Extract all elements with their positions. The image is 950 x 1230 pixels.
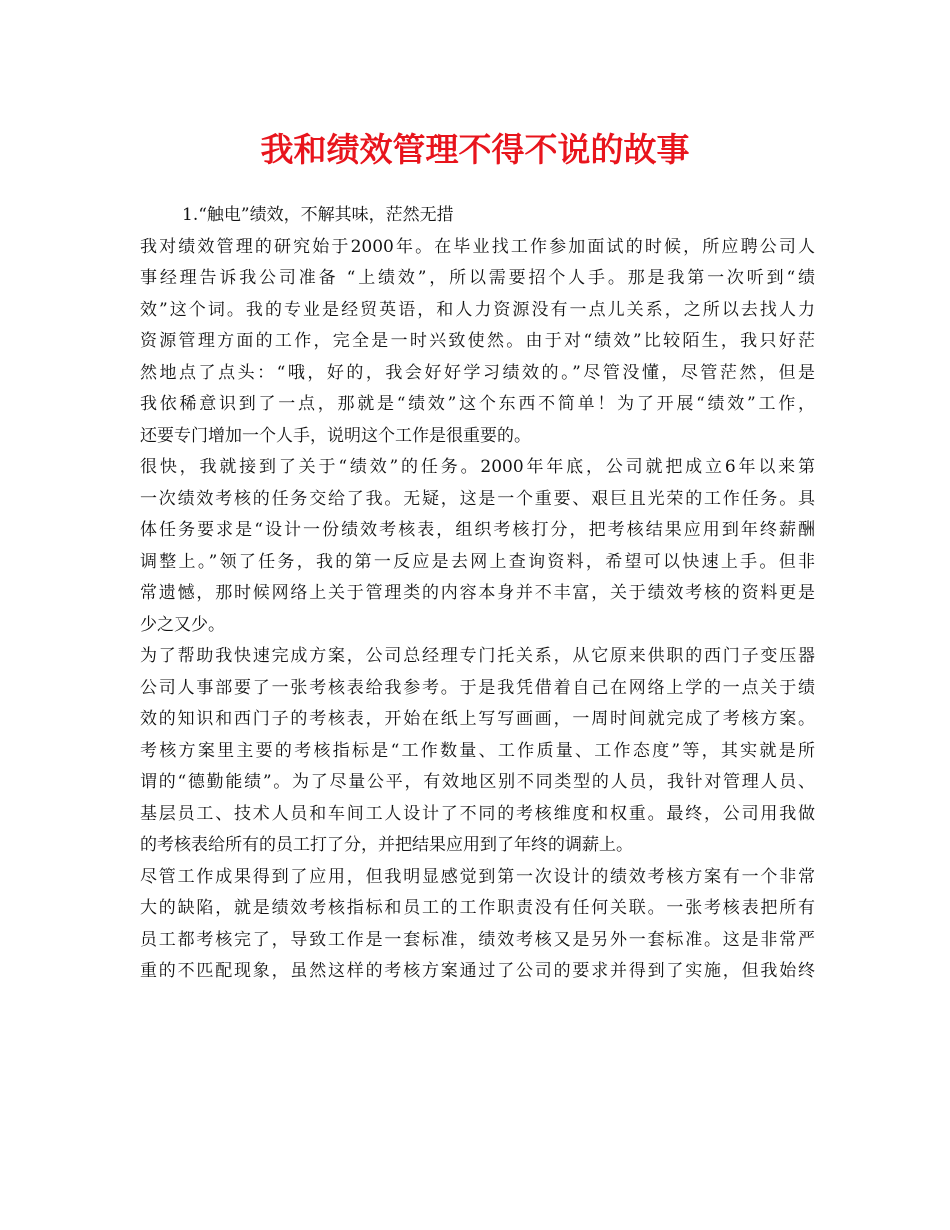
text-line: 少之又少。 bbox=[140, 614, 225, 635]
paragraph-3 bbox=[140, 641, 815, 862]
text-line: 常遗憾，那时候网络上关于管理类的内容本身并不丰富，关于绩效考核的资料更是 bbox=[140, 583, 815, 603]
text-line: 大的缺陷，就是绩效考核指标和员工的工作职责没有任何关联。一张考核表把所有 bbox=[140, 898, 815, 918]
text-line: 很快，我就接到了关于“绩效”的任务。2000年年底，公司就把成立6年以来第 bbox=[140, 457, 815, 477]
text-line: 员工都考核完了，导致工作是一套标准，绩效考核又是另外一套标准。这是非常严 bbox=[140, 929, 815, 950]
text-line: 公司人事部要了一张考核表给我参考。于是我凭借着自己在网络上学的一点关于绩 bbox=[140, 677, 815, 698]
text-line: 的考核表给所有的员工打了分，并把结果应用到了年终的调薪上。 bbox=[140, 835, 633, 855]
text-line: 考核方案里主要的考核指标是“工作数量、工作质量、工作态度”等，其实就是所 bbox=[140, 740, 815, 761]
text-line: 效”这个词。我的专业是经贸英语，和人力资源没有一点儿关系，之所以去找人力 bbox=[140, 299, 815, 320]
text-line: 还要专门增加一个人手，说明这个工作是很重要的。 bbox=[140, 425, 531, 446]
text-line: 事经理告诉我公司准备 “上绩效”，所以需要招个人手。那是我第一次听到“绩 bbox=[140, 268, 815, 288]
text-line: 我对绩效管理的研究始于2000年。在毕业找工作参加面试的时候，所应聘公司人 bbox=[140, 236, 815, 257]
text-line: 调整上。”领了任务，我的第一反应是去网上查询资料，希望可以快速上手。但非 bbox=[140, 551, 815, 572]
text-line: 资源管理方面的工作，完全是一时兴致使然。由于对“绩效”比较陌生，我只好茫 bbox=[140, 331, 815, 351]
text-line: 基层员工、技术人员和车间工人设计了不同的考核维度和权重。最终，公司用我做 bbox=[140, 803, 815, 824]
paragraph-2 bbox=[140, 452, 815, 641]
section-heading: 1.“触电”绩效，不解其味，茫然无措 bbox=[182, 205, 454, 225]
text-line: 我依稀意识到了一点，那就是“绩效”这个东西不简单！为了开展“绩效”工作， bbox=[140, 394, 815, 414]
text-line: 谓的“德勤能绩”。为了尽量公平，有效地区别不同类型的人员，我针对管理人员、 bbox=[140, 772, 815, 792]
document-title: 我和绩效管理不得不说的故事 bbox=[260, 130, 690, 169]
text-line: 体任务要求是“设计一份绩效考核表，组织考核打分，把考核结果应用到年终薪酬 bbox=[140, 520, 815, 540]
paragraph-1 bbox=[140, 232, 815, 453]
text-line: 效的知识和西门子的考核表，开始在纸上写写画画，一周时间就完成了考核方案。 bbox=[140, 709, 815, 729]
text-line: 尽管工作成果得到了应用，但我明显感觉到第一次设计的绩效考核方案有一个非常 bbox=[140, 866, 815, 887]
text-line: 重的不匹配现象，虽然这样的考核方案通过了公司的要求并得到了实施，但我始终 bbox=[140, 961, 815, 981]
text-line: 一次绩效考核的任务交给了我。无疑，这是一个重要、艰巨且光荣的工作任务。具 bbox=[140, 488, 815, 509]
document-body bbox=[140, 200, 815, 988]
text-line: 为了帮助我快速完成方案，公司总经理专门托关系，从它原来供职的西门子变压器 bbox=[140, 646, 815, 666]
text-line: 然地点了点头：“哦，好的，我会好好学习绩效的。”尽管没懂，尽管茫然，但是 bbox=[140, 362, 815, 383]
paragraph-4 bbox=[140, 862, 815, 988]
